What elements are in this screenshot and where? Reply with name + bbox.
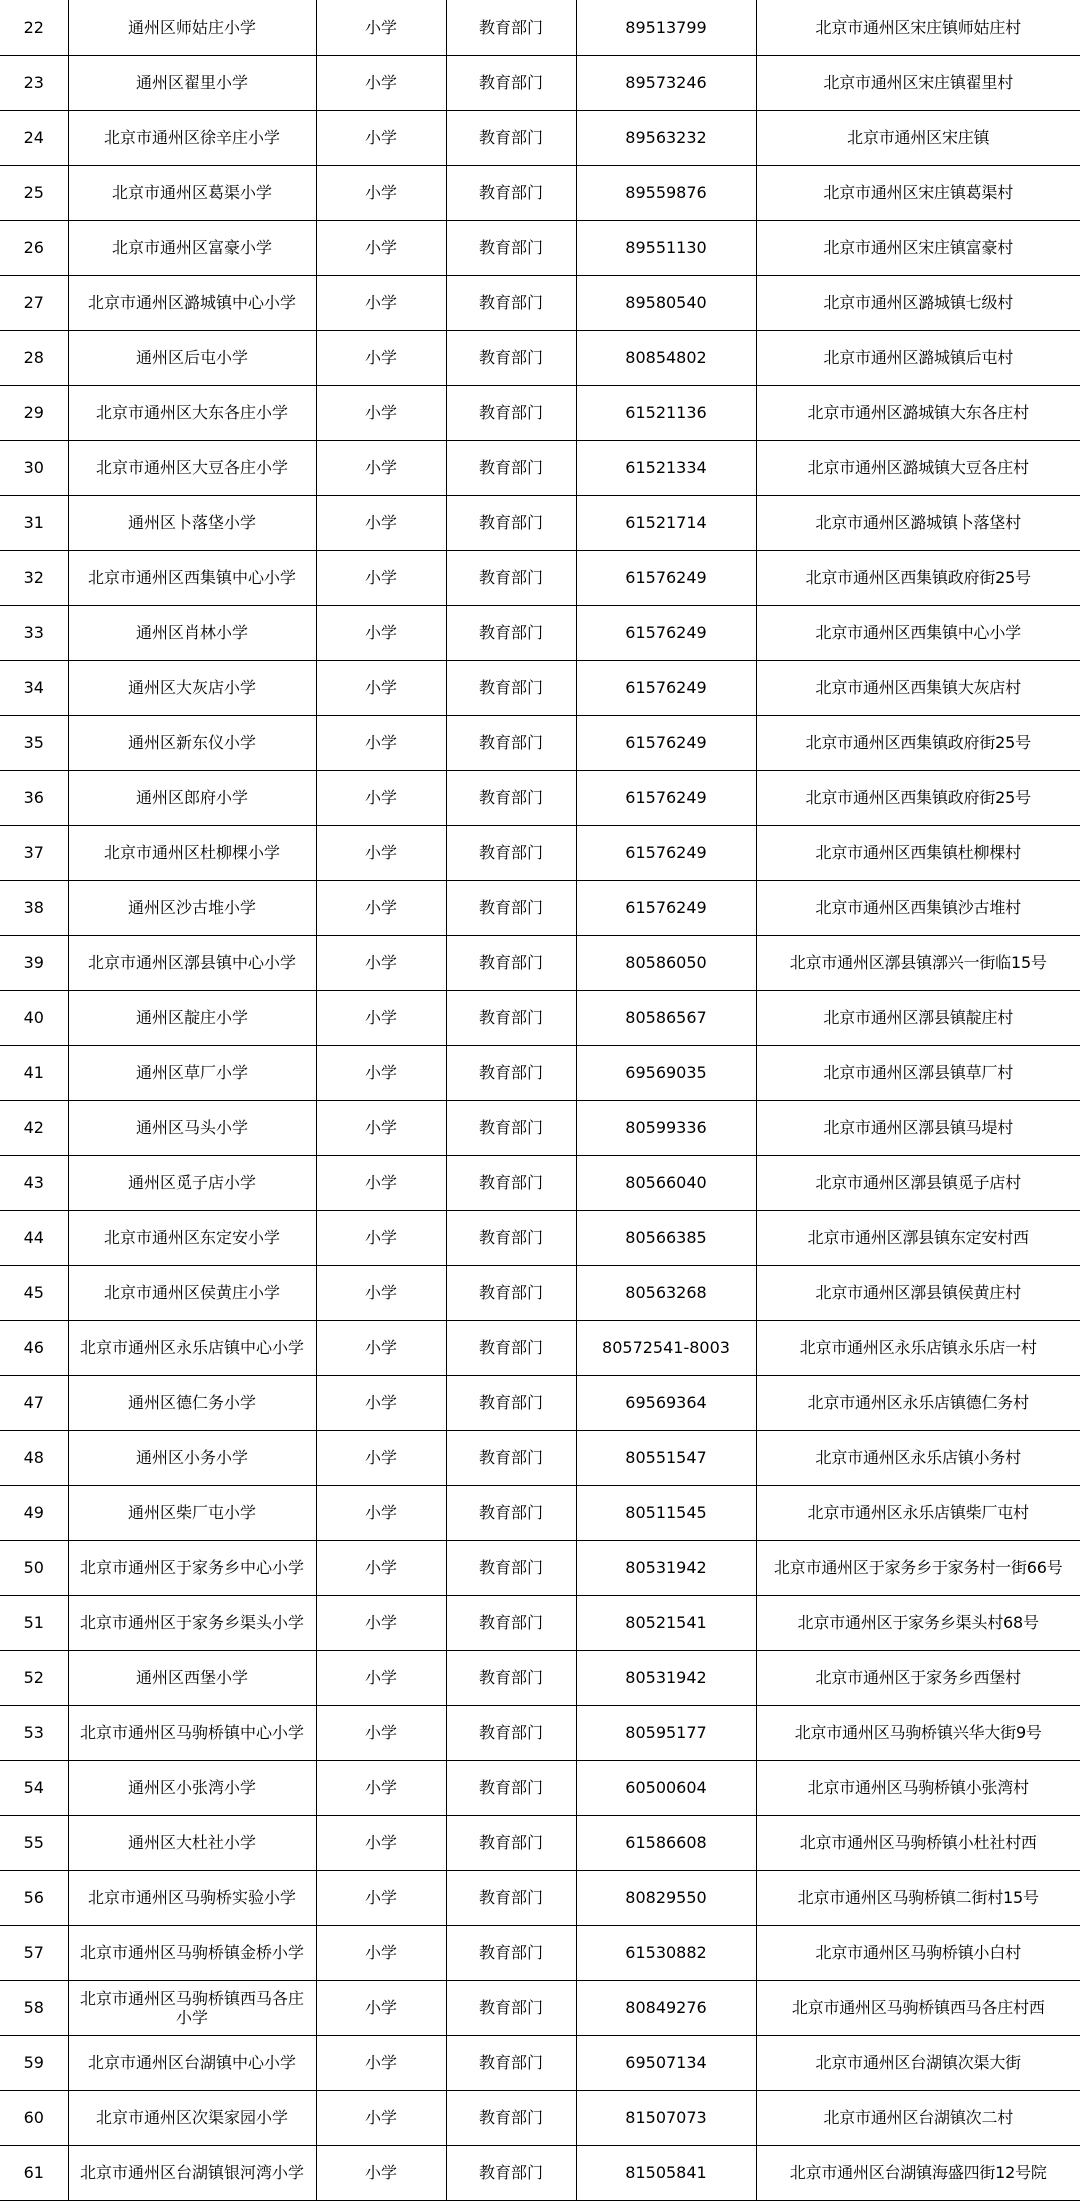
school-name-cell: 北京市通州区马驹桥镇中心小学 [68,1705,316,1760]
address-cell: 北京市通州区永乐店镇永乐店一村 [756,1320,1080,1375]
school-name-cell: 北京市通州区大豆各庄小学 [68,440,316,495]
phone-cell: 80599336 [576,1100,756,1155]
school-name-cell: 通州区翟里小学 [68,55,316,110]
department-cell: 教育部门 [446,1375,576,1430]
row-number-cell: 29 [0,385,68,440]
school-type-cell: 小学 [316,385,446,440]
department-cell: 教育部门 [446,935,576,990]
phone-cell: 69569035 [576,1045,756,1100]
department-cell: 教育部门 [446,1210,576,1265]
row-number-cell: 56 [0,1870,68,1925]
phone-cell: 61576249 [576,550,756,605]
table-row [0,385,1080,440]
row-number-cell: 41 [0,1045,68,1100]
phone-cell: 61586608 [576,1815,756,1870]
school-name-cell: 通州区柴厂屯小学 [68,1485,316,1540]
phone-cell: 89563232 [576,110,756,165]
school-name-cell: 北京市通州区台湖镇中心小学 [68,2035,316,2090]
department-cell: 教育部门 [446,825,576,880]
school-type-cell: 小学 [316,1650,446,1705]
address-cell: 北京市通州区潞城镇大豆各庄村 [756,440,1080,495]
phone-cell: 89580540 [576,275,756,330]
school-type-cell: 小学 [316,990,446,1045]
school-type-cell: 小学 [316,1980,446,2035]
address-cell: 北京市通州区永乐店镇小务村 [756,1430,1080,1485]
department-cell: 教育部门 [446,1265,576,1320]
phone-cell: 80563268 [576,1265,756,1320]
row-number-cell: 31 [0,495,68,550]
school-type-cell: 小学 [316,1760,446,1815]
address-cell: 北京市通州区宋庄镇葛渠村 [756,165,1080,220]
phone-cell: 81507073 [576,2090,756,2145]
department-cell: 教育部门 [446,440,576,495]
row-number-cell: 50 [0,1540,68,1595]
address-cell: 北京市通州区马驹桥镇小张湾村 [756,1760,1080,1815]
address-cell: 北京市通州区永乐店镇德仁务村 [756,1375,1080,1430]
address-cell: 北京市通州区于家务乡渠头村68号 [756,1595,1080,1650]
row-number-cell: 48 [0,1430,68,1485]
phone-cell: 80572541-8003 [576,1320,756,1375]
school-name-cell: 北京市通州区富豪小学 [68,220,316,275]
address-cell: 北京市通州区宋庄镇师姑庄村 [756,0,1080,55]
row-number-cell: 42 [0,1100,68,1155]
school-type-cell: 小学 [316,1430,446,1485]
row-number-cell: 52 [0,1650,68,1705]
department-cell: 教育部门 [446,55,576,110]
phone-cell: 89513799 [576,0,756,55]
school-name-cell: 通州区卜落垡小学 [68,495,316,550]
row-number-cell: 30 [0,440,68,495]
row-number-cell: 22 [0,0,68,55]
address-cell: 北京市通州区于家务乡于家务村一街66号 [756,1540,1080,1595]
school-name-cell: 北京市通州区潞城镇中心小学 [68,275,316,330]
school-name-cell: 通州区觅子店小学 [68,1155,316,1210]
school-type-cell: 小学 [316,330,446,385]
school-name-cell: 通州区师姑庄小学 [68,0,316,55]
table-row [0,1430,1080,1485]
address-cell: 北京市通州区漷县镇马堤村 [756,1100,1080,1155]
school-name-cell: 通州区靛庄小学 [68,990,316,1045]
department-cell: 教育部门 [446,1760,576,1815]
department-cell: 教育部门 [446,0,576,55]
phone-cell: 61576249 [576,660,756,715]
school-type-cell: 小学 [316,1210,446,1265]
school-name-cell: 北京市通州区马驹桥镇西马各庄小学 [68,1980,316,2035]
school-type-cell: 小学 [316,2090,446,2145]
table-row [0,605,1080,660]
phone-cell: 80531942 [576,1540,756,1595]
table-row [0,440,1080,495]
table-row [0,1485,1080,1540]
department-cell: 教育部门 [446,1045,576,1100]
school-type-cell: 小学 [316,660,446,715]
address-cell: 北京市通州区宋庄镇富豪村 [756,220,1080,275]
table-row [0,550,1080,605]
address-cell: 北京市通州区西集镇大灰店村 [756,660,1080,715]
phone-cell: 61576249 [576,605,756,660]
school-type-cell: 小学 [316,110,446,165]
school-name-cell: 通州区后屯小学 [68,330,316,385]
address-cell: 北京市通州区西集镇杜柳棵村 [756,825,1080,880]
address-cell: 北京市通州区宋庄镇 [756,110,1080,165]
school-name-cell: 通州区沙古堆小学 [68,880,316,935]
school-type-cell: 小学 [316,2035,446,2090]
address-cell: 北京市通州区西集镇沙古堆村 [756,880,1080,935]
address-cell: 北京市通州区漷县镇侯黄庄村 [756,1265,1080,1320]
department-cell: 教育部门 [446,330,576,385]
row-number-cell: 39 [0,935,68,990]
school-name-cell: 通州区草厂小学 [68,1045,316,1100]
school-type-cell: 小学 [316,825,446,880]
address-cell: 北京市通州区西集镇政府街25号 [756,550,1080,605]
phone-cell: 61521334 [576,440,756,495]
row-number-cell: 61 [0,2145,68,2200]
row-number-cell: 59 [0,2035,68,2090]
table-row [0,1155,1080,1210]
table-row [0,275,1080,330]
school-type-cell: 小学 [316,1815,446,1870]
row-number-cell: 44 [0,1210,68,1265]
address-cell: 北京市通州区漷县镇东定安村西 [756,1210,1080,1265]
row-number-cell: 26 [0,220,68,275]
school-name-cell: 北京市通州区台湖镇银河湾小学 [68,2145,316,2200]
row-number-cell: 54 [0,1760,68,1815]
department-cell: 教育部门 [446,1980,576,2035]
table-row [0,770,1080,825]
school-type-cell: 小学 [316,935,446,990]
school-type-cell: 小学 [316,1925,446,1980]
phone-cell: 61576249 [576,715,756,770]
department-cell: 教育部门 [446,275,576,330]
table-row [0,990,1080,1045]
department-cell: 教育部门 [446,880,576,935]
department-cell: 教育部门 [446,2035,576,2090]
phone-cell: 80595177 [576,1705,756,1760]
row-number-cell: 49 [0,1485,68,1540]
department-cell: 教育部门 [446,1815,576,1870]
school-type-cell: 小学 [316,1100,446,1155]
school-name-cell: 北京市通州区侯黄庄小学 [68,1265,316,1320]
phone-cell: 69569364 [576,1375,756,1430]
table-row [0,495,1080,550]
table-row [0,0,1080,55]
table-row [0,1100,1080,1155]
phone-cell: 61576249 [576,825,756,880]
school-name-cell: 北京市通州区西集镇中心小学 [68,550,316,605]
address-cell: 北京市通州区潞城镇七级村 [756,275,1080,330]
table-row [0,2035,1080,2090]
school-name-cell: 通州区马头小学 [68,1100,316,1155]
department-cell: 教育部门 [446,715,576,770]
phone-cell: 80854802 [576,330,756,385]
row-number-cell: 60 [0,2090,68,2145]
address-cell: 北京市通州区于家务乡西堡村 [756,1650,1080,1705]
phone-cell: 61530882 [576,1925,756,1980]
department-cell: 教育部门 [446,220,576,275]
table-row [0,1540,1080,1595]
department-cell: 教育部门 [446,1705,576,1760]
table-row [0,1815,1080,1870]
table-row [0,825,1080,880]
address-cell: 北京市通州区潞城镇大东各庄村 [756,385,1080,440]
department-cell: 教育部门 [446,1155,576,1210]
school-name-cell: 通州区大杜社小学 [68,1815,316,1870]
department-cell: 教育部门 [446,1320,576,1375]
school-name-cell: 通州区肖林小学 [68,605,316,660]
department-cell: 教育部门 [446,1925,576,1980]
table-row [0,110,1080,165]
school-type-cell: 小学 [316,1485,446,1540]
phone-cell: 69507134 [576,2035,756,2090]
table-row [0,880,1080,935]
school-name-cell: 北京市通州区东定安小学 [68,1210,316,1265]
school-name-cell: 通州区大灰店小学 [68,660,316,715]
table-row [0,1760,1080,1815]
table-row [0,1870,1080,1925]
school-name-cell: 通州区小张湾小学 [68,1760,316,1815]
school-name-cell: 通州区郎府小学 [68,770,316,825]
address-cell: 北京市通州区台湖镇次二村 [756,2090,1080,2145]
department-cell: 教育部门 [446,770,576,825]
address-cell: 北京市通州区马驹桥镇西马各庄村西 [756,1980,1080,2035]
table-row [0,55,1080,110]
school-name-cell: 北京市通州区葛渠小学 [68,165,316,220]
table-row [0,1265,1080,1320]
department-cell: 教育部门 [446,165,576,220]
school-type-cell: 小学 [316,605,446,660]
phone-cell: 61576249 [576,880,756,935]
phone-cell: 60500604 [576,1760,756,1815]
department-cell: 教育部门 [446,550,576,605]
school-name-cell: 北京市通州区杜柳棵小学 [68,825,316,880]
phone-cell: 80521541 [576,1595,756,1650]
row-number-cell: 58 [0,1980,68,2035]
school-name-cell: 北京市通州区漷县镇中心小学 [68,935,316,990]
address-cell: 北京市通州区马驹桥镇兴华大街9号 [756,1705,1080,1760]
address-cell: 北京市通州区潞城镇卜落垡村 [756,495,1080,550]
school-name-cell: 北京市通州区永乐店镇中心小学 [68,1320,316,1375]
address-cell: 北京市通州区宋庄镇翟里村 [756,55,1080,110]
department-cell: 教育部门 [446,1595,576,1650]
address-cell: 北京市通州区马驹桥镇小杜社村西 [756,1815,1080,1870]
address-cell: 北京市通州区西集镇中心小学 [756,605,1080,660]
address-cell: 北京市通州区西集镇政府街25号 [756,715,1080,770]
school-name-cell: 北京市通州区大东各庄小学 [68,385,316,440]
row-number-cell: 36 [0,770,68,825]
department-cell: 教育部门 [446,385,576,440]
school-type-cell: 小学 [316,440,446,495]
school-name-cell: 北京市通州区于家务乡渠头小学 [68,1595,316,1650]
row-number-cell: 55 [0,1815,68,1870]
row-number-cell: 43 [0,1155,68,1210]
school-type-cell: 小学 [316,550,446,605]
school-name-cell: 北京市通州区马驹桥实验小学 [68,1870,316,1925]
phone-cell: 89559876 [576,165,756,220]
address-cell: 北京市通州区漷县镇漷兴一街临15号 [756,935,1080,990]
row-number-cell: 35 [0,715,68,770]
school-type-cell: 小学 [316,1155,446,1210]
phone-cell: 81505841 [576,2145,756,2200]
address-cell: 北京市通州区潞城镇后屯村 [756,330,1080,385]
table-row [0,220,1080,275]
table-row [0,1045,1080,1100]
row-number-cell: 24 [0,110,68,165]
school-type-cell: 小学 [316,1320,446,1375]
department-cell: 教育部门 [446,110,576,165]
school-type-cell: 小学 [316,1375,446,1430]
phone-cell: 89573246 [576,55,756,110]
address-cell: 北京市通州区马驹桥镇小白村 [756,1925,1080,1980]
department-cell: 教育部门 [446,1100,576,1155]
row-number-cell: 57 [0,1925,68,1980]
school-name-cell: 北京市通州区于家务乡中心小学 [68,1540,316,1595]
school-name-cell: 通州区新东仪小学 [68,715,316,770]
school-type-cell: 小学 [316,220,446,275]
address-cell: 北京市通州区漷县镇觅子店村 [756,1155,1080,1210]
phone-cell: 80586567 [576,990,756,1045]
phone-cell: 80551547 [576,1430,756,1485]
address-cell: 北京市通州区台湖镇海盛四街12号院 [756,2145,1080,2200]
table-row [0,935,1080,990]
department-cell: 教育部门 [446,1430,576,1485]
row-number-cell: 34 [0,660,68,715]
table-row [0,1595,1080,1650]
phone-cell: 61576249 [576,770,756,825]
row-number-cell: 32 [0,550,68,605]
phone-cell: 61521136 [576,385,756,440]
table-row [0,1320,1080,1375]
phone-cell: 80566040 [576,1155,756,1210]
school-name-cell: 北京市通州区次渠家园小学 [68,2090,316,2145]
phone-cell: 80531942 [576,1650,756,1705]
school-name-cell: 北京市通州区马驹桥镇金桥小学 [68,1925,316,1980]
row-number-cell: 47 [0,1375,68,1430]
table-row [0,1375,1080,1430]
school-type-cell: 小学 [316,1265,446,1320]
school-type-cell: 小学 [316,165,446,220]
table-row [0,715,1080,770]
phone-cell: 80566385 [576,1210,756,1265]
table-row [0,330,1080,385]
department-cell: 教育部门 [446,1540,576,1595]
table-row [0,1705,1080,1760]
department-cell: 教育部门 [446,2145,576,2200]
phone-cell: 89551130 [576,220,756,275]
school-name-cell: 通州区小务小学 [68,1430,316,1485]
row-number-cell: 33 [0,605,68,660]
address-cell: 北京市通州区漷县镇靛庄村 [756,990,1080,1045]
school-name-cell: 北京市通州区徐辛庄小学 [68,110,316,165]
school-type-cell: 小学 [316,715,446,770]
school-name-cell: 通州区西堡小学 [68,1650,316,1705]
school-type-cell: 小学 [316,880,446,935]
department-cell: 教育部门 [446,495,576,550]
school-type-cell: 小学 [316,2145,446,2200]
address-cell: 北京市通州区永乐店镇柴厂屯村 [756,1485,1080,1540]
address-cell: 北京市通州区西集镇政府街25号 [756,770,1080,825]
department-cell: 教育部门 [446,2090,576,2145]
school-type-cell: 小学 [316,0,446,55]
department-cell: 教育部门 [446,660,576,715]
school-type-cell: 小学 [316,770,446,825]
address-cell: 北京市通州区漷县镇草厂村 [756,1045,1080,1100]
school-type-cell: 小学 [316,1045,446,1100]
school-type-cell: 小学 [316,1870,446,1925]
row-number-cell: 46 [0,1320,68,1375]
row-number-cell: 38 [0,880,68,935]
school-type-cell: 小学 [316,495,446,550]
department-cell: 教育部门 [446,1650,576,1705]
address-cell: 北京市通州区台湖镇次渠大街 [756,2035,1080,2090]
department-cell: 教育部门 [446,990,576,1045]
phone-cell: 80829550 [576,1870,756,1925]
phone-cell: 61521714 [576,495,756,550]
school-type-cell: 小学 [316,55,446,110]
row-number-cell: 37 [0,825,68,880]
table-row [0,1650,1080,1705]
row-number-cell: 51 [0,1595,68,1650]
school-name-cell: 通州区德仁务小学 [68,1375,316,1430]
row-number-cell: 28 [0,330,68,385]
department-cell: 教育部门 [446,1485,576,1540]
phone-cell: 80849276 [576,1980,756,2035]
row-number-cell: 45 [0,1265,68,1320]
table-row [0,2145,1080,2200]
table-row [0,1925,1080,1980]
row-number-cell: 25 [0,165,68,220]
row-number-cell: 23 [0,55,68,110]
table-row [0,1980,1080,2035]
table-row [0,165,1080,220]
table-row [0,660,1080,715]
department-cell: 教育部门 [446,1870,576,1925]
row-number-cell: 27 [0,275,68,330]
phone-cell: 80586050 [576,935,756,990]
department-cell: 教育部门 [446,605,576,660]
school-type-cell: 小学 [316,275,446,330]
school-type-cell: 小学 [316,1540,446,1595]
row-number-cell: 53 [0,1705,68,1760]
table-row [0,1210,1080,1265]
phone-cell: 80511545 [576,1485,756,1540]
table-row [0,2090,1080,2145]
row-number-cell: 40 [0,990,68,1045]
school-type-cell: 小学 [316,1705,446,1760]
address-cell: 北京市通州区马驹桥镇二街村15号 [756,1870,1080,1925]
school-type-cell: 小学 [316,1595,446,1650]
